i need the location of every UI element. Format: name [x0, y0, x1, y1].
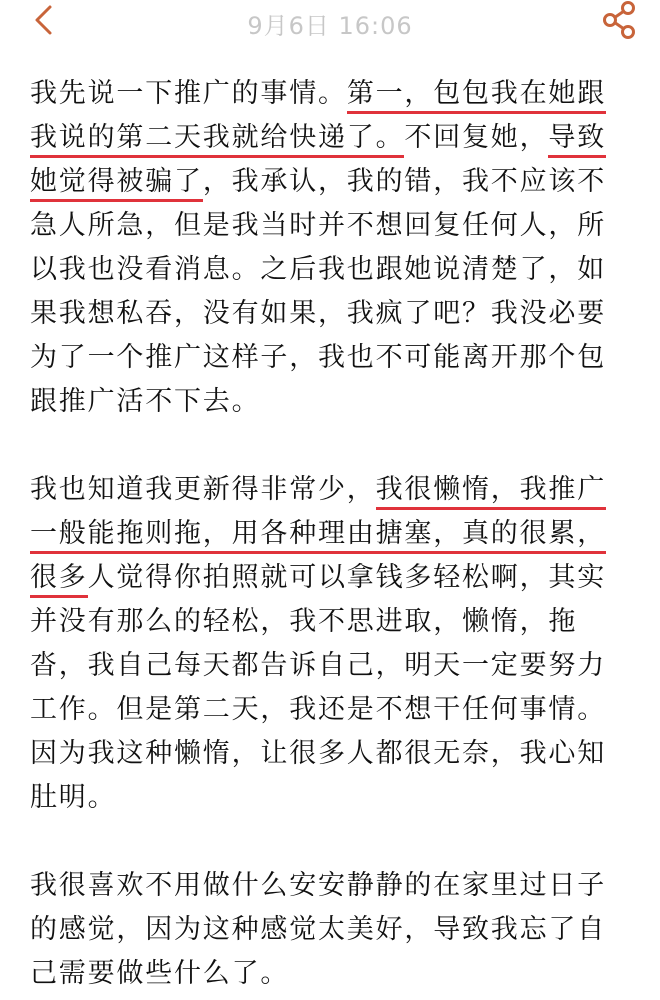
top-bar: [0, 0, 660, 44]
post-timestamp: 9月6日 16:06: [247, 12, 413, 40]
paragraph-3: [30, 864, 630, 996]
text-segment: 我先说一下推广的事情。: [30, 78, 347, 109]
underlined-text: 第一，包包我在她跟我说的第二天我就给快递了。: [30, 78, 606, 158]
text-segment: 人觉得你拍照就可以拿钱多轻松啊，其实并没有那么的轻松，我不思进取，懒惰，拖沓，我自己每天都告诉自己，明天一定要努力工作。但是第二天，我还是不想干任何事情。因为我这种懒惰，让很多人都很无奈，我心知肚明。: [30, 562, 607, 813]
underlined-text: 很多: [30, 562, 88, 598]
text-segment: ，我承认，我的错，我不应该不急人所急，但是我当时并不想回复任何人，所以我也没看消息。之后我也跟她说清楚了，如果我想私吞，没有如果，我疯了吧？我没必要为了一个推广这样子，我也不可能离开那个包跟推广活不下去。: [30, 166, 607, 417]
share-button[interactable]: [600, 0, 638, 40]
text-segment: 不回复她，: [404, 122, 549, 153]
underlined-text: 我很懒惰，我推广一般能拖则拖，用各种理由搪塞，真的很累，: [30, 474, 606, 554]
share-icon: [600, 0, 638, 40]
text-segment: 我也知道我更新得非常少，: [30, 474, 376, 505]
text-segment: 我很喜欢不用做什么安安静静的在家里过日子的感觉，因为这种感觉太美好，导致我忘了自己需要做些什么了。: [30, 870, 606, 989]
underlined-text: 导致她觉得被骗了: [30, 122, 606, 202]
post-body: [30, 72, 630, 996]
paragraph-2: [30, 468, 630, 820]
paragraph-1: [30, 72, 630, 424]
